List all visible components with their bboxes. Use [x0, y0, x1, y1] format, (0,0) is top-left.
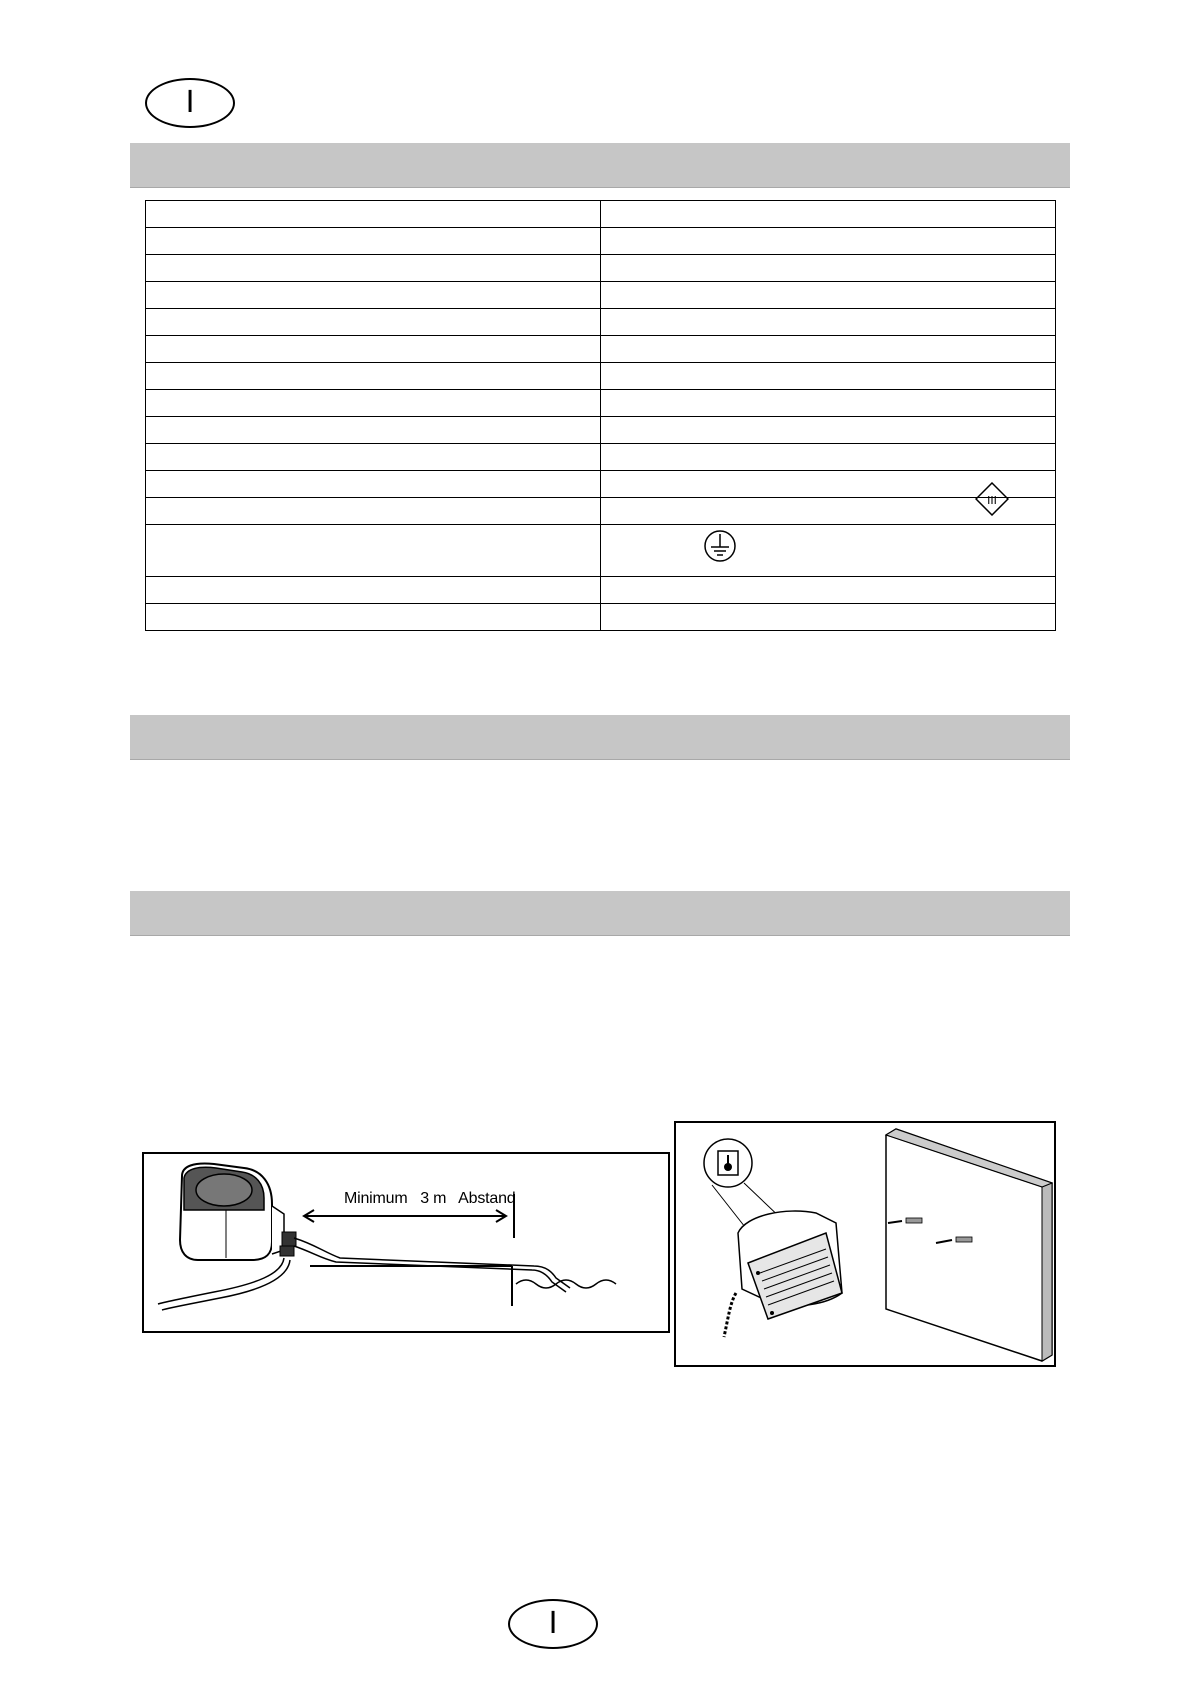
table-row	[146, 577, 1056, 604]
spec-label	[146, 201, 601, 228]
spec-value-earth	[601, 525, 1056, 577]
pool-distance-illustration	[144, 1154, 668, 1331]
spec-value	[601, 444, 1056, 471]
page-marker-bottom: I	[508, 1599, 598, 1649]
section-header-bar-3	[130, 891, 1070, 936]
page-marker-top: I	[145, 78, 235, 128]
section-header-bar-2	[130, 715, 1070, 760]
table-row	[146, 471, 1056, 498]
table-row	[146, 444, 1056, 471]
table-row	[146, 363, 1056, 390]
spec-label	[146, 417, 601, 444]
distance-label: Minimum 3 m Abstand	[344, 1190, 516, 1207]
spec-label	[146, 282, 601, 309]
spec-value	[601, 363, 1056, 390]
spec-value	[601, 282, 1056, 309]
table-row	[146, 390, 1056, 417]
table-row	[146, 498, 1056, 525]
spec-label	[146, 577, 601, 604]
spec-value	[601, 577, 1056, 604]
spec-label	[146, 525, 601, 577]
section-header-bar-specs	[130, 143, 1070, 188]
spec-label	[146, 604, 601, 631]
spec-value	[601, 309, 1056, 336]
spec-label	[146, 471, 601, 498]
spec-label	[146, 255, 601, 282]
wall-mounting-figure	[674, 1121, 1056, 1367]
table-row	[146, 525, 1056, 577]
table-row	[146, 309, 1056, 336]
spec-label	[146, 444, 601, 471]
table-row	[146, 604, 1056, 631]
spec-label	[146, 228, 601, 255]
spec-label	[146, 336, 601, 363]
spec-value-protection-class	[601, 494, 1056, 525]
table-row	[146, 201, 1056, 228]
spec-value	[601, 417, 1056, 444]
wall-mounting-illustration	[676, 1123, 1053, 1364]
table-row	[146, 336, 1056, 363]
spec-label	[146, 363, 601, 390]
spec-label	[146, 498, 601, 525]
spec-value	[601, 255, 1056, 282]
spec-label	[146, 309, 601, 336]
spec-value	[601, 201, 1056, 228]
spec-label	[146, 390, 601, 417]
table-row	[146, 255, 1056, 282]
spec-value	[601, 228, 1056, 255]
table-row	[146, 228, 1056, 255]
specifications-table	[145, 200, 1056, 631]
protection-class-symbol: III	[987, 494, 997, 507]
protective-earth-icon	[703, 529, 737, 563]
table-row	[146, 417, 1056, 444]
spec-value	[601, 604, 1056, 631]
spec-value	[601, 336, 1056, 363]
table-row	[146, 282, 1056, 309]
pool-distance-figure	[142, 1152, 670, 1333]
protection-class-iii-icon	[975, 482, 1009, 516]
spec-value	[601, 390, 1056, 417]
